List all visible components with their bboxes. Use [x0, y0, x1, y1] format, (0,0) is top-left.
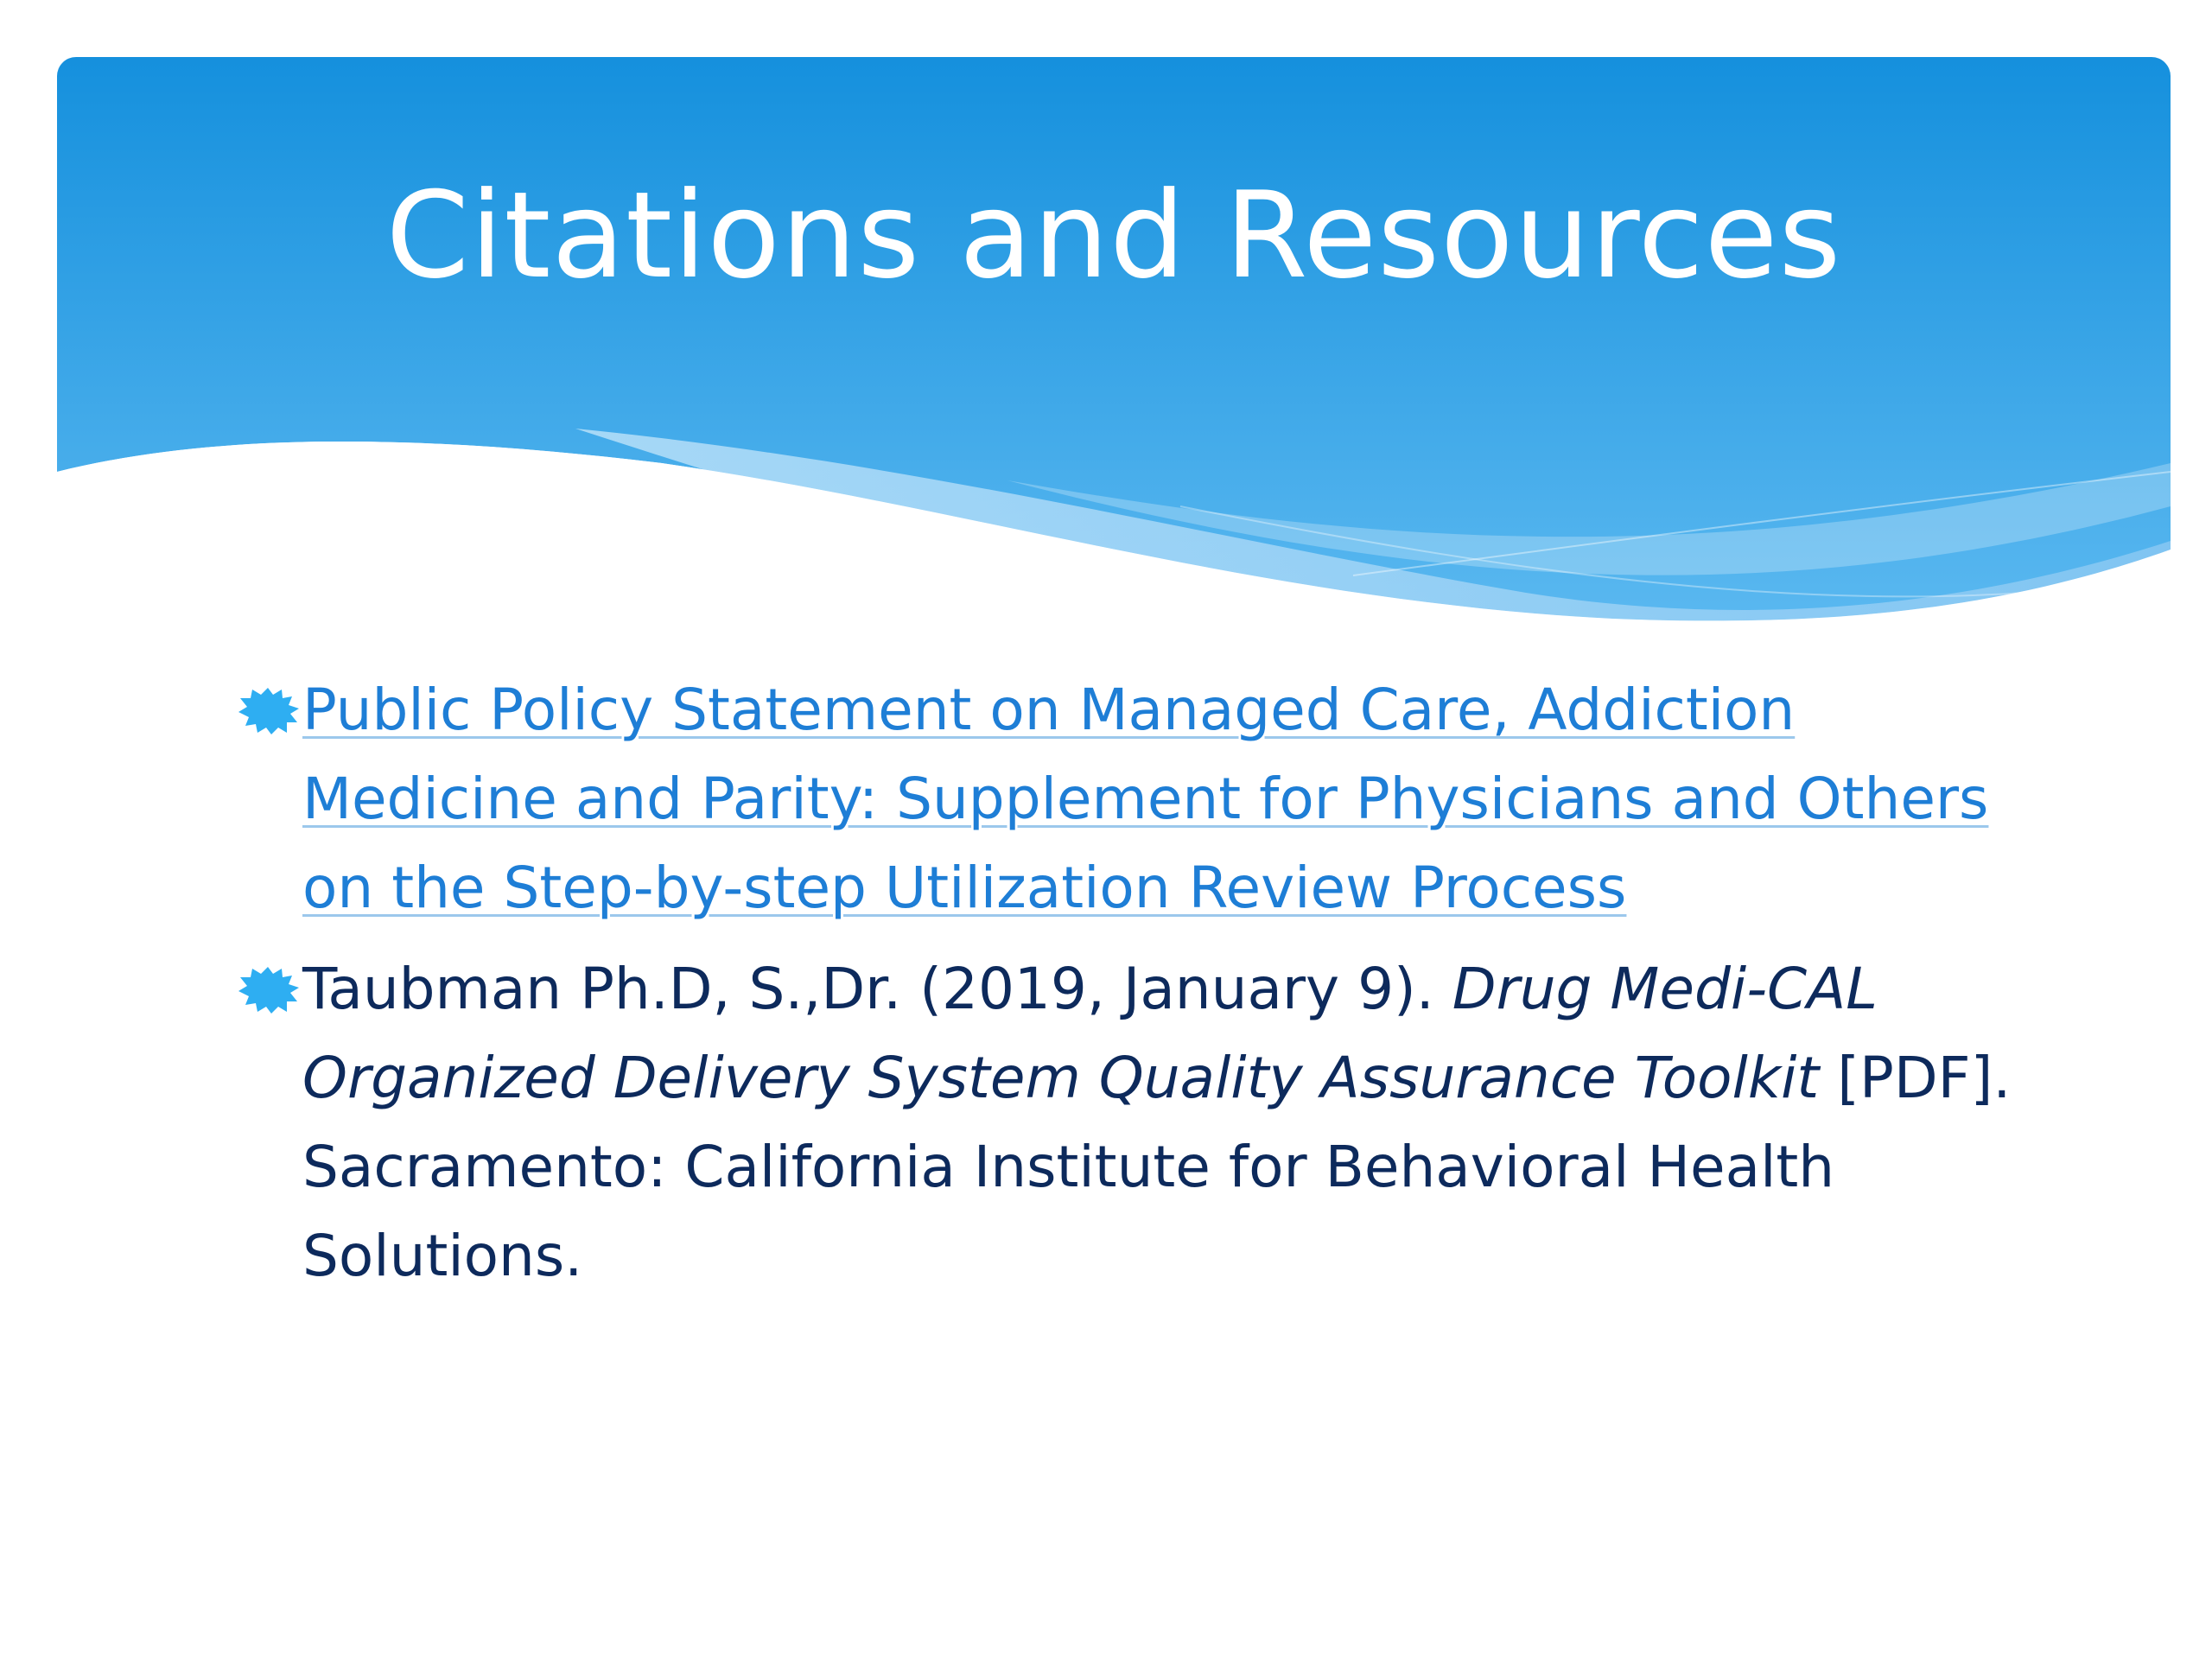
- wave-background: [57, 57, 2171, 662]
- header-band: [57, 57, 2171, 662]
- list-item: [233, 944, 2031, 1300]
- list-item: [233, 665, 2031, 932]
- starburst-bullet-icon: [233, 684, 302, 736]
- citation-link[interactable]: Public Policy Statement on Managed Care, Addiction Medicine and Parity: Supplement for Physicians and Others on the Step-by-step Utilization Review Process: [302, 677, 1989, 921]
- citations-list: [233, 665, 2031, 1313]
- slide-title: Citations and Resources: [385, 166, 1842, 305]
- starburst-bullet-icon: [233, 963, 302, 1015]
- citation-title: Drug Medi-CAL Organized Delivery System Quality Assurance Toolkit: [302, 956, 1878, 1111]
- citation-publisher: [PDF]. Sacramento: California Institute for Behavioral Health Solutions.: [302, 1045, 2012, 1289]
- citation-author-date: Taubman Ph.D, S.,Dr. (2019, January 9).: [302, 956, 1452, 1022]
